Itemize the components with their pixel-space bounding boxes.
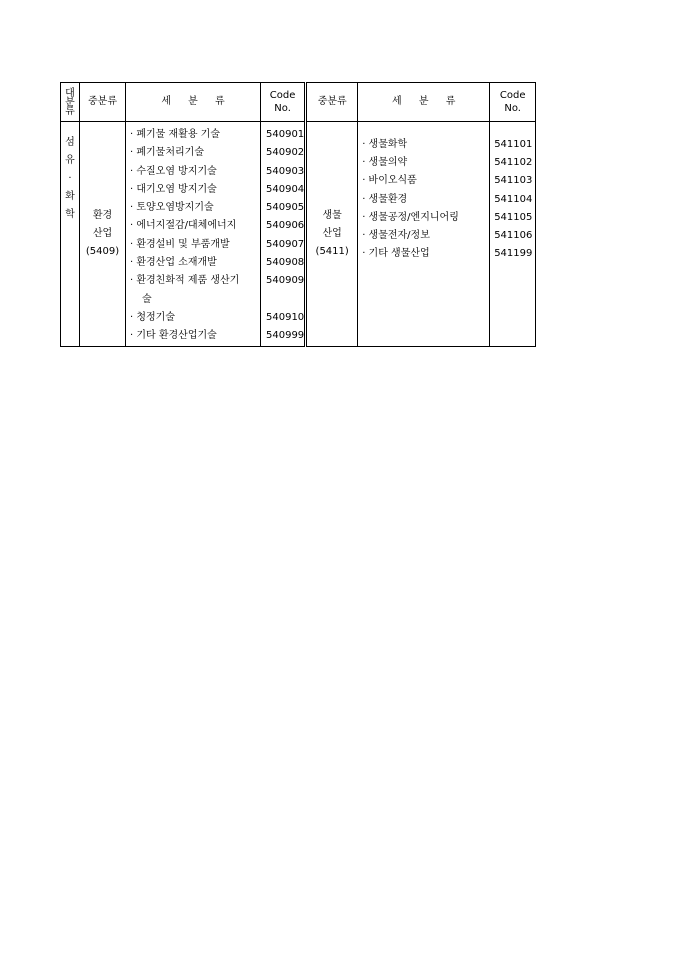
list-item: · 생물공정/엔지니어링 [362,211,459,223]
header-code2-line1: Code [499,90,526,101]
item-code: 540907 [266,238,305,250]
header-code2-line2: No. [504,103,521,114]
list-item: · 생물전자/정보 [362,229,430,241]
list-item: · 수질오염 방지기술 [130,165,217,177]
header-sub-class-2: 세 분 류 [358,83,490,122]
header-mid-class-2: 중분류 [306,83,358,122]
header-code-line1: Code [269,90,296,101]
item-code: 540904 [266,183,305,195]
major-class-cell [61,122,80,347]
list-item: · 환경산업 소재개발 [130,257,217,269]
major-char: 학 [65,209,75,220]
list-item: · 생물화학 [362,139,408,150]
item-code: 540908 [266,257,305,269]
major-char: 섬 [65,137,75,148]
classification-table [60,82,536,347]
list-item: · 생물환경 [362,193,408,205]
item-code: 541102 [494,157,533,169]
list-item: · 환경친화적 제품 생산기 [130,275,240,287]
item-code: 541103 [494,175,533,187]
list-item: · 기타 생물산업 [362,248,430,260]
header-sub-class: 세 분 류 [126,83,261,122]
group1-items-cell [126,122,261,347]
header-mid-class: 중분류 [80,83,126,122]
major-char: 유 [65,155,75,166]
group2-code: (5411) [315,245,349,257]
major-char: 화 [65,191,75,202]
header-code-line2: No. [274,103,291,114]
group2-items-cell [358,122,490,347]
header-row [61,83,536,122]
group1-name-line1: 환경 [92,209,113,221]
item-code: 541104 [494,193,533,205]
list-item: · 환경설비 및 부품개발 [130,238,230,250]
list-item: · 폐기물처리기술 [130,147,204,159]
group2-name-cell [306,122,358,347]
group1-code: (5409) [85,245,120,257]
item-code: 540901 [266,129,305,140]
list-item: · 생물의약 [362,157,408,169]
item-code: 540905 [266,202,305,214]
body-row [61,122,536,347]
list-item: · 청정기술 [130,311,175,323]
item-code: 540909 [266,275,305,287]
group1-codes-cell [261,122,306,347]
item-code: 540906 [266,220,305,232]
group1-name-cell [80,122,126,347]
item-code: 540999 [266,330,305,342]
group2-codes-cell [490,122,536,347]
item-code: 540902 [266,147,305,159]
header-major-class: 대분류 [61,83,80,122]
list-item: · 폐기물 재활용 기술 [130,129,220,140]
list-item: · 토양오염방지기술 [130,202,214,214]
item-code: 541101 [494,139,533,150]
group2-name-line2: 산업 [322,227,342,239]
list-item-continuation: 술 [142,293,152,305]
item-code: 541105 [494,211,533,223]
item-code-spacer [261,291,304,309]
item-code: 540903 [266,165,305,177]
header-code-no-2 [490,83,536,122]
list-item: · 기타 환경산업기술 [130,330,217,342]
item-code: 541199 [494,248,533,260]
group1-name-line2: 산업 [92,227,113,239]
item-code: 541106 [494,229,533,241]
group2-name-line1: 생물 [322,209,342,221]
list-item: · 대기오염 방지기술 [130,183,217,195]
item-code: 540910 [266,311,305,323]
list-item: · 에너지절감/대체에너지 [130,220,237,232]
major-char: · [68,173,72,184]
header-code-no [261,83,306,122]
list-item: · 바이오식품 [362,175,417,187]
